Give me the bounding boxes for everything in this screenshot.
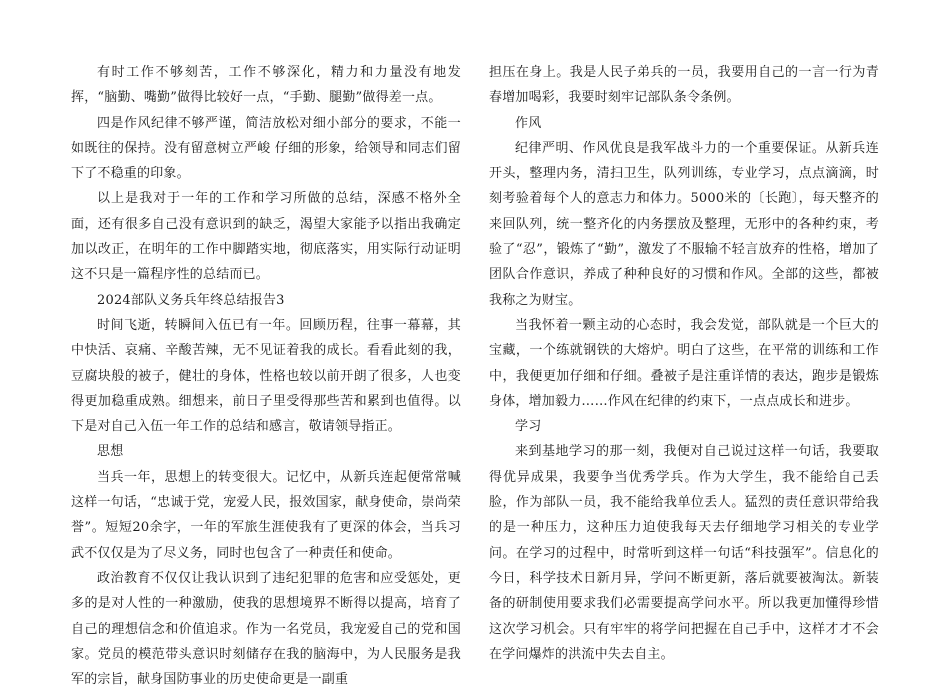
paragraph: 四是作风纪律不够严谨，简洁放松对细小部分的要求，不能一如既往的保持。没有留意树立严峻 仔细的形象，给领导和同志们留下了不稳重的印象。 (71, 115, 461, 182)
right-column (489, 60, 879, 667)
section-heading: 思想 (97, 444, 124, 460)
paragraph: 纪律严明、作风优良是我军战斗力的一个重要保证。从新兵连开头，整理内务，清扫卫生，队列训练，专业学习，点点滴滴，时刻考验着每个人的意志力和体力。5000米的〔长跑〕，每天整齐的来回队列，统一整齐化的内务摆放及整理，无形中的各种约束，考验了“忍”，锻炼了“勤”，激发了不服输不轻言放弃的性格，增加了团队合作意识，养成了种种良好的习惯和作风。全部的这些，都被我称之为财宝。 (489, 140, 879, 308)
paragraph: 有时工作不够刻苦，工作不够深化，精力和力量没有地发挥，“脑勤、嘴勤”做得比较好一点，“手勤、腿勤”做得差一点。 (71, 65, 461, 106)
paragraph: 来到基地学习的那一刻，我便对自己说过这样一句话，我要取得优异成果，我要争当优秀学兵。作为大学生，我不能给自己丢脸，作为部队一员，我不能给我单位丢人。猛烈的责任意识带给我的是一种压力，这种压力迫使我每天去仔细地学习相关的专业学问。在学习的过程中，时常听到这样一句话“科技强军”。信息化的今日，科学技术日新月异，学问不断更新，落后就要被淘汰。新装备的研制使用要求我们必需要提高学问水平。所以我更加懂得珍惜这次学习机会。只有牢牢的将学问把握在自己手中，这样才才不会在学问爆炸的洪流中失去自主。 (489, 444, 879, 662)
paragraph-continued: 担压在身上。我是人民子弟兵的一员，我要用自己的一言一行为青春增加喝彩，我要时刻牢记部队条令条例。 (489, 65, 879, 106)
paragraph: 以上是我对于一年的工作和学习所做的总结，深感不格外全面，还有很多自己没有意识到的缺乏，渴望大家能予以指出我确定加以改正，在明年的工作中脚踏实地，彻底落实，用实际行动证明这不只是一篇程序性的总结而已。 (71, 191, 461, 283)
left-column (71, 60, 461, 692)
paragraph: 当我怀着一颗主动的心态时，我会发觉，部队就是一个巨大的宝藏，一个练就钢铁的大熔炉。明白了这些，在平常的训练和工作中，我便更加仔细和仔细。叠被子是注重详情的表达，跑步是锻炼身体，增加毅力……作风在纪律的约束下，一点点成长和进步。 (489, 317, 879, 409)
section-heading: 2024部队义务兵年终总结报告3 (97, 292, 285, 308)
paragraph: 当兵一年，思想上的转变很大。记忆中，从新兵连起便常常喊这样一句话，“忠诚于党，宠爱人民，报效国家，献身使命，崇尚荣誉”。短短20余字，一年的军旅生涯使我有了更深的体会，当兵习武不仅仅是为了尽义务，同时也包含了一种责任和使命。 (71, 469, 461, 561)
paragraph: 政治教育不仅仅让我认识到了违纪犯罪的危害和应受惩处，更多的是对人性的一种激励，使我的思想境界不断得以提高，培育了自己的理想信念和价值追求。作为一名党员，我宠爱自己的党和国家。党员的模范带头意识时刻储存在我的脑海中，为人民服务是我军的宗旨，献身国防事业的历史使命更是一副重 (71, 570, 461, 688)
section-heading: 作风 (515, 115, 542, 131)
section-heading: 学习 (515, 419, 542, 435)
paragraph: 时间飞逝，转瞬间入伍已有一年。回顾历程，往事一幕幕，其中快活、哀痛、辛酸苦辣，无不见证着我的成长。看看此刻的我，豆腐块般的被子，健壮的身体，性格也较以前开朗了很多，人也变得更加稳重成熟。细想来，前日子里受得那些苦和累到也值得。以下是对自己入伍一年工作的总结和感言，敬请领导指正。 (71, 317, 461, 435)
